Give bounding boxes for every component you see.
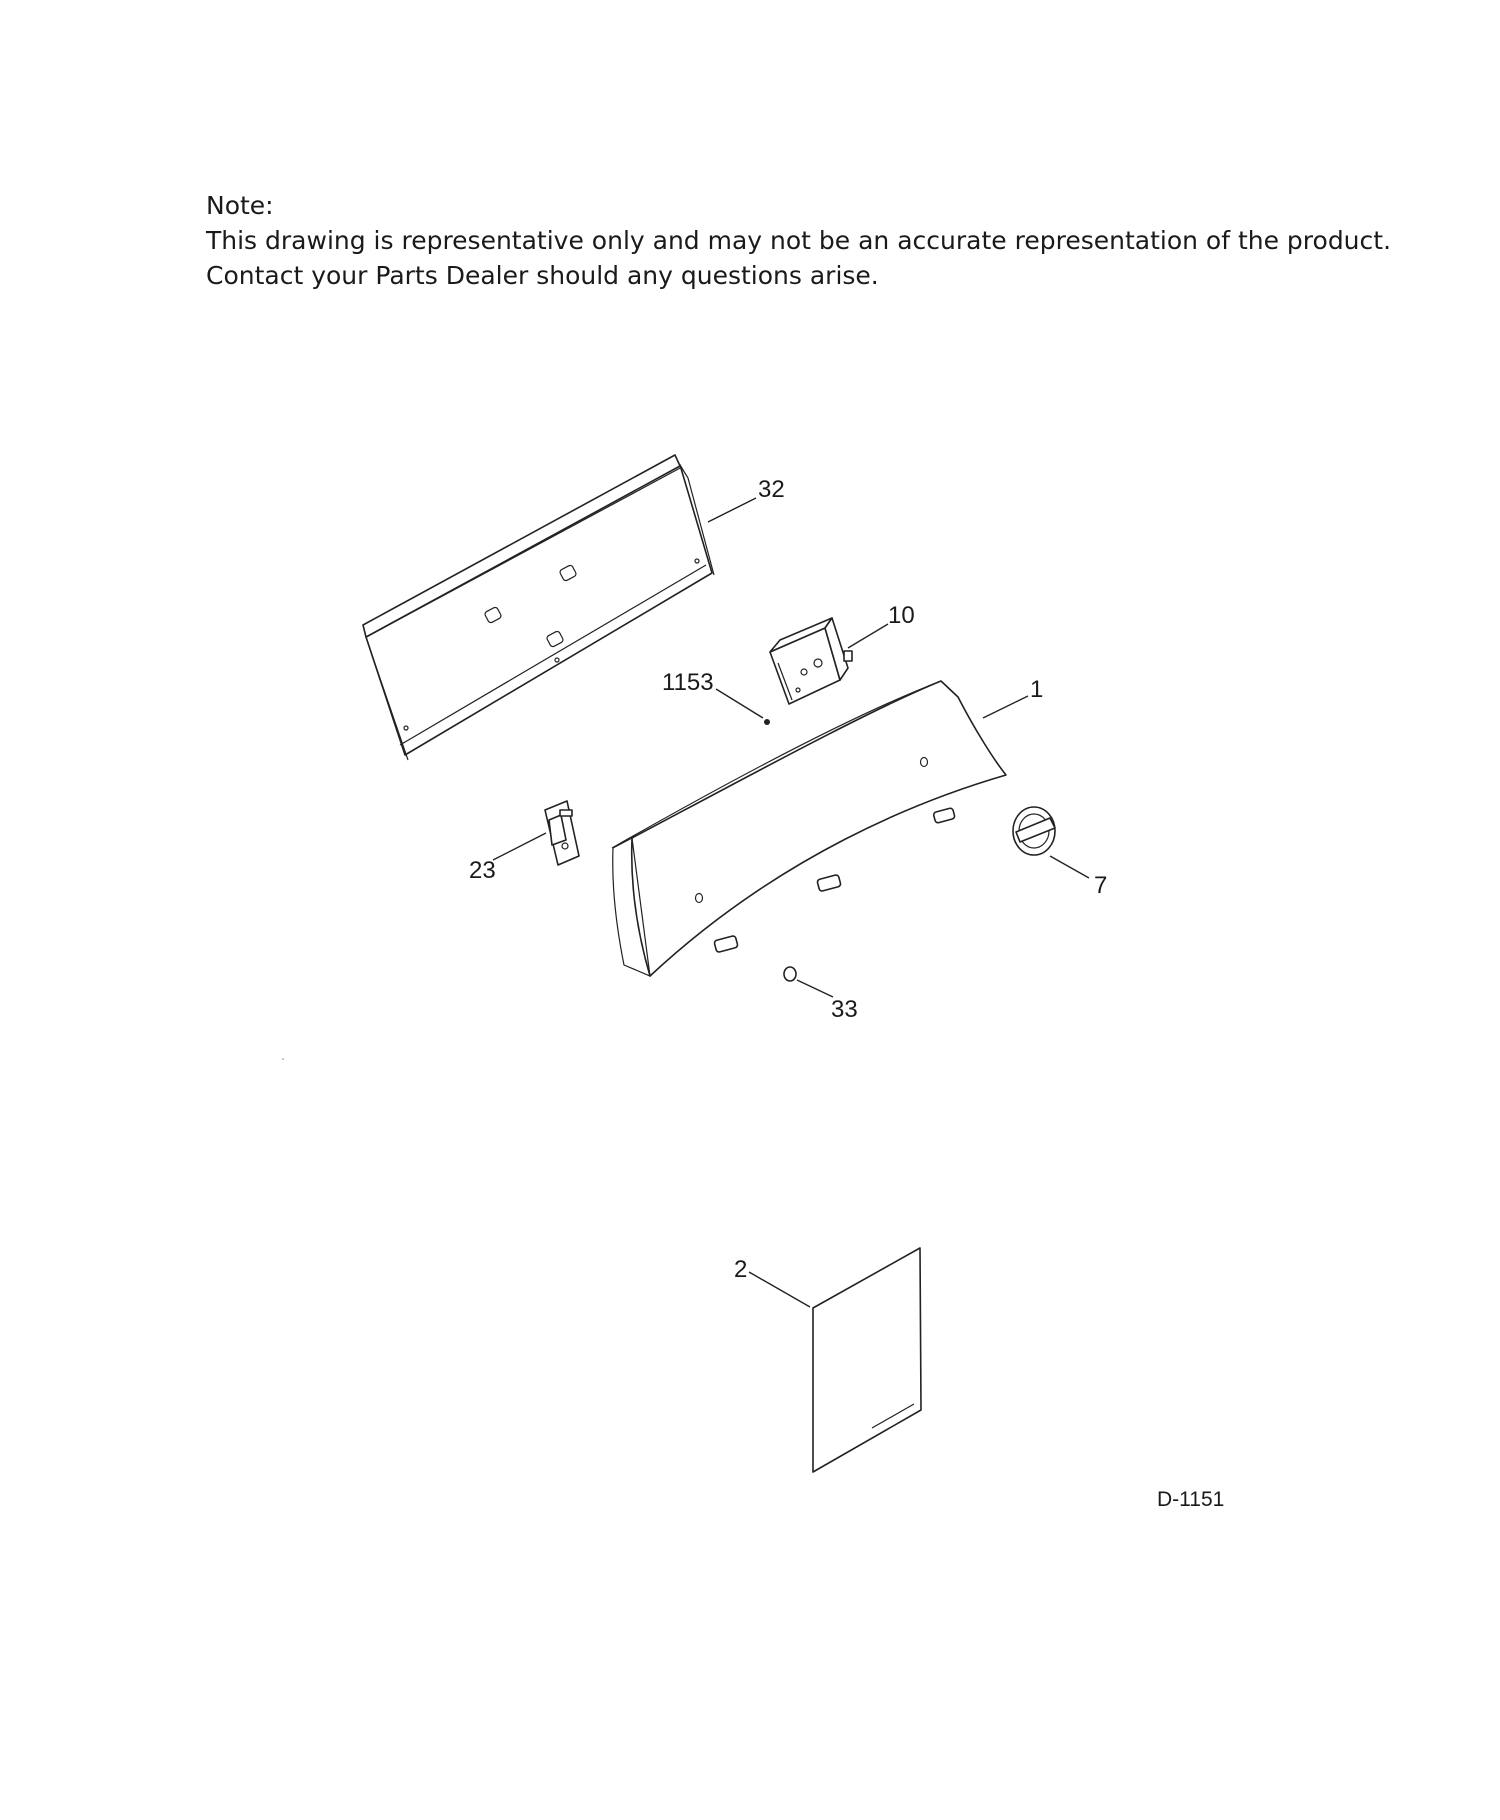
callout-1153: 1153 xyxy=(662,669,714,696)
callout-1: 1 xyxy=(1030,676,1044,703)
callout-2: 2 xyxy=(734,1256,748,1283)
part-1-control-panel[interactable] xyxy=(612,681,1006,976)
part-2-manual[interactable] xyxy=(813,1248,921,1472)
callout-32: 32 xyxy=(758,476,785,503)
note-line-2: Contact your Parts Dealer should any questions arise. xyxy=(206,261,879,290)
part-10-timer-switch[interactable] xyxy=(770,618,852,704)
part-32-rear-panel[interactable] xyxy=(363,455,714,760)
callout-10: 10 xyxy=(888,602,915,629)
stray-dot xyxy=(282,1058,284,1060)
part-7-knob[interactable] xyxy=(1013,807,1055,855)
part-1153-screw[interactable] xyxy=(764,719,770,725)
callout-23: 23 xyxy=(469,857,496,884)
part-33-ring[interactable] xyxy=(784,967,796,981)
note-heading: Note: xyxy=(206,191,274,220)
part-23-bracket[interactable] xyxy=(545,801,579,865)
drawing-id: D-1151 xyxy=(1157,1488,1225,1511)
note-line-1: This drawing is representative only and may not be an accurate representation of the product. xyxy=(206,226,1392,255)
callout-7: 7 xyxy=(1094,872,1108,899)
callout-33: 33 xyxy=(831,996,858,1023)
